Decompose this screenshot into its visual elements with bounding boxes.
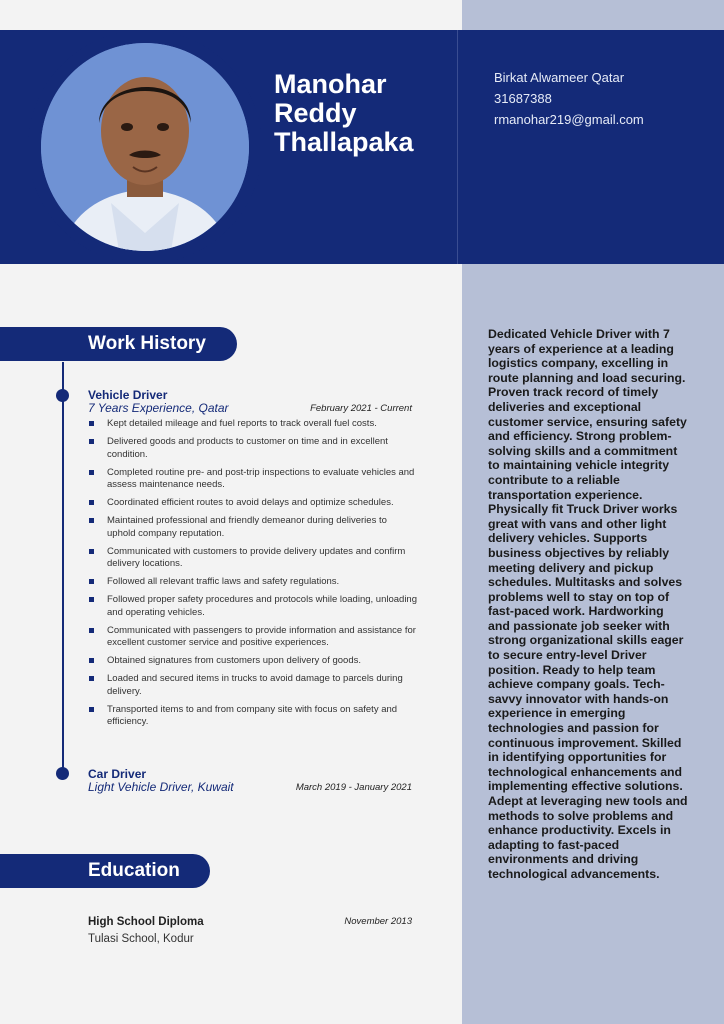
education-heading: Education [0,854,210,888]
summary-paragraph: Physically fit Truck Driver works great with vans and other light delivery vehicles. Supports business objectives by reliably meeting delivery and pickup schedules. Multitasks and solves problems well to stay on top of fast-paced work. Hardworking and passionate job seeker with strong organizational skills eager to secure entry-level Driver position. Ready to help team achieve company goals. Tech-savvy innovator with hands-on experience in emerging technologies and passion for continuous improvement. Skilled in identifying opportunities for technological enhancements and implementing effective solutions. Adept at leveraging new tools and methods to solve problems and enhance productivity. Excels in adapting to fast-paced environments and driving technological advancements. [488,502,688,881]
work-history-heading: Work History [0,327,237,361]
duty-item: Followed proper safety procedures and protocols while loading, unloading and operating vehicles. [88,594,418,619]
duty-item: Coordinated efficient routes to avoid delays and optimize schedules. [88,497,418,510]
contact-location: Birkat Alwameer Qatar [494,70,625,85]
name-line-first: Manohar [274,69,387,99]
candidate-name [274,70,454,157]
job-subtitle: 7 Years Experience, Qatar [88,401,229,415]
profile-photo [41,43,249,251]
duty-item: Obtained signatures from customers upon delivery of goods. [88,655,418,668]
duty-item: Loaded and secured items in trucks to avoid damage to parcels during delivery. [88,673,418,698]
duty-item: Followed all relevant traffic laws and safety regulations. [88,576,418,589]
contact-phone: 31687388 [494,91,552,106]
header-divider [457,30,458,264]
job-title: Vehicle Driver [88,388,168,402]
duty-item: Transported items to and from company site with focus on safety and efficiency. [88,704,418,729]
duty-item: Communicated with passengers to provide information and assistance for excellent customer service and positive experiences. [88,625,418,650]
education-degree: High School Diploma [88,916,204,928]
education-date: November 2013 [344,916,412,927]
timeline-line [62,362,64,774]
timeline-dot [56,389,69,402]
duty-item: Kept detailed mileage and fuel reports to track overall fuel costs. [88,418,418,431]
job-dates: February 2021 - Current [310,403,412,414]
contact-block [494,67,714,130]
duty-item: Communicated with customers to provide delivery updates and confirm delivery locations. [88,546,418,571]
duty-item: Delivered goods and products to customer on time and in excellent condition. [88,436,418,461]
job-subtitle: Light Vehicle Driver, Kuwait [88,780,234,794]
duty-list [88,418,418,734]
job-dates: March 2019 - January 2021 [295,782,412,793]
duty-item: Completed routine pre- and post-trip inspections to evaluate vehicles and assess maintenance needs. [88,467,418,492]
name-line-last: Thallapaka [274,127,414,157]
contact-email[interactable]: rmanohar219@gmail.com [494,112,644,127]
timeline-dot [56,767,69,780]
duty-item: Maintained professional and friendly demeanor during deliveries to uphold company reputation. [88,515,418,540]
summary-paragraph: Dedicated Vehicle Driver with 7 years of experience at a leading logistics company, excelling in route planning and load securing. Proven track record of timely deliveries and exceptional customer service, ensuring safety and efficiency. Strong problem-solving skills and a commitment to maintaining vehicle integrity contribute to a reliable transportation experience. [488,327,687,502]
name-line-middle: Reddy [274,98,357,128]
education-school: Tulasi School, Kodur [88,933,194,945]
job-title: Car Driver [88,767,147,781]
professional-summary [488,327,688,882]
